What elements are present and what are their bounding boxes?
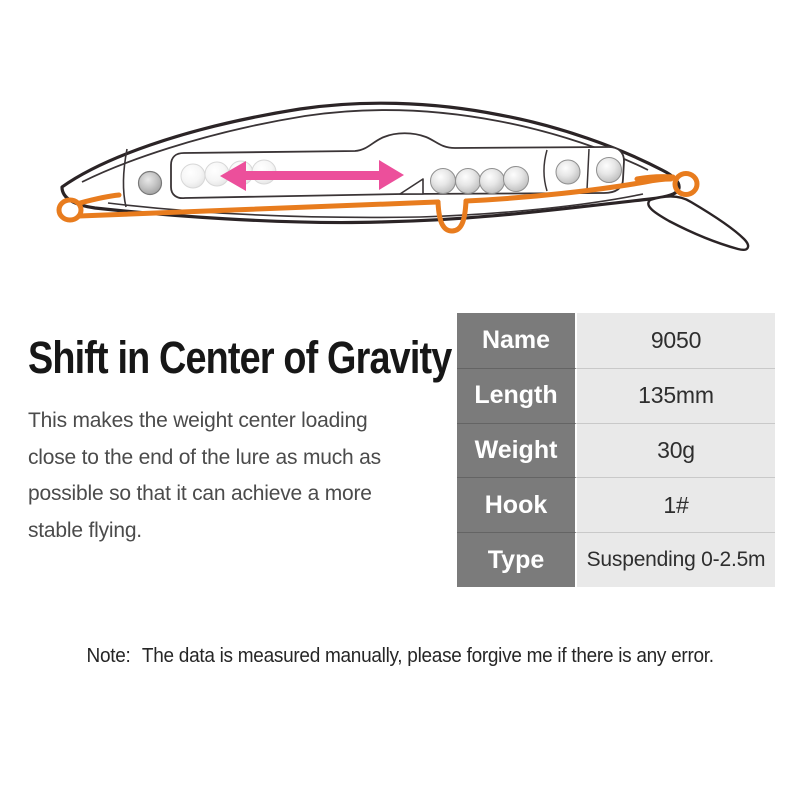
spec-label-name: Name: [457, 313, 577, 368]
section-description: [28, 403, 381, 549]
note-text: The data is measured manually, please forgive me if there is any error.: [141, 645, 714, 667]
spec-label-type: Type: [457, 532, 577, 587]
disclaimer-note: [0, 645, 800, 668]
description-line: stable flying.: [28, 518, 142, 542]
fixed-weight-ball: [139, 172, 162, 195]
spec-value-type: Suspending 0-2.5m: [577, 532, 775, 587]
spec-value-length: 135mm: [577, 368, 775, 423]
section-title: Shift in Center of Gravity: [28, 332, 452, 383]
spec-label-length: Length: [457, 368, 577, 423]
tail-blade: [648, 196, 748, 249]
description-line: close to the end of the lure as much as: [28, 445, 381, 469]
note-label: Note:: [86, 645, 131, 667]
spec-label-weight: Weight: [457, 423, 577, 478]
description-line: possible so that it can achieve a more: [28, 482, 372, 505]
spec-value-name: 9050: [577, 313, 775, 368]
spec-label-hook: Hook: [457, 477, 577, 532]
spec-value-hook: 1#: [577, 477, 775, 532]
spec-table: [457, 313, 775, 587]
description-line: This makes the weight center loading: [28, 409, 368, 432]
spec-value-weight: 30g: [577, 423, 775, 478]
